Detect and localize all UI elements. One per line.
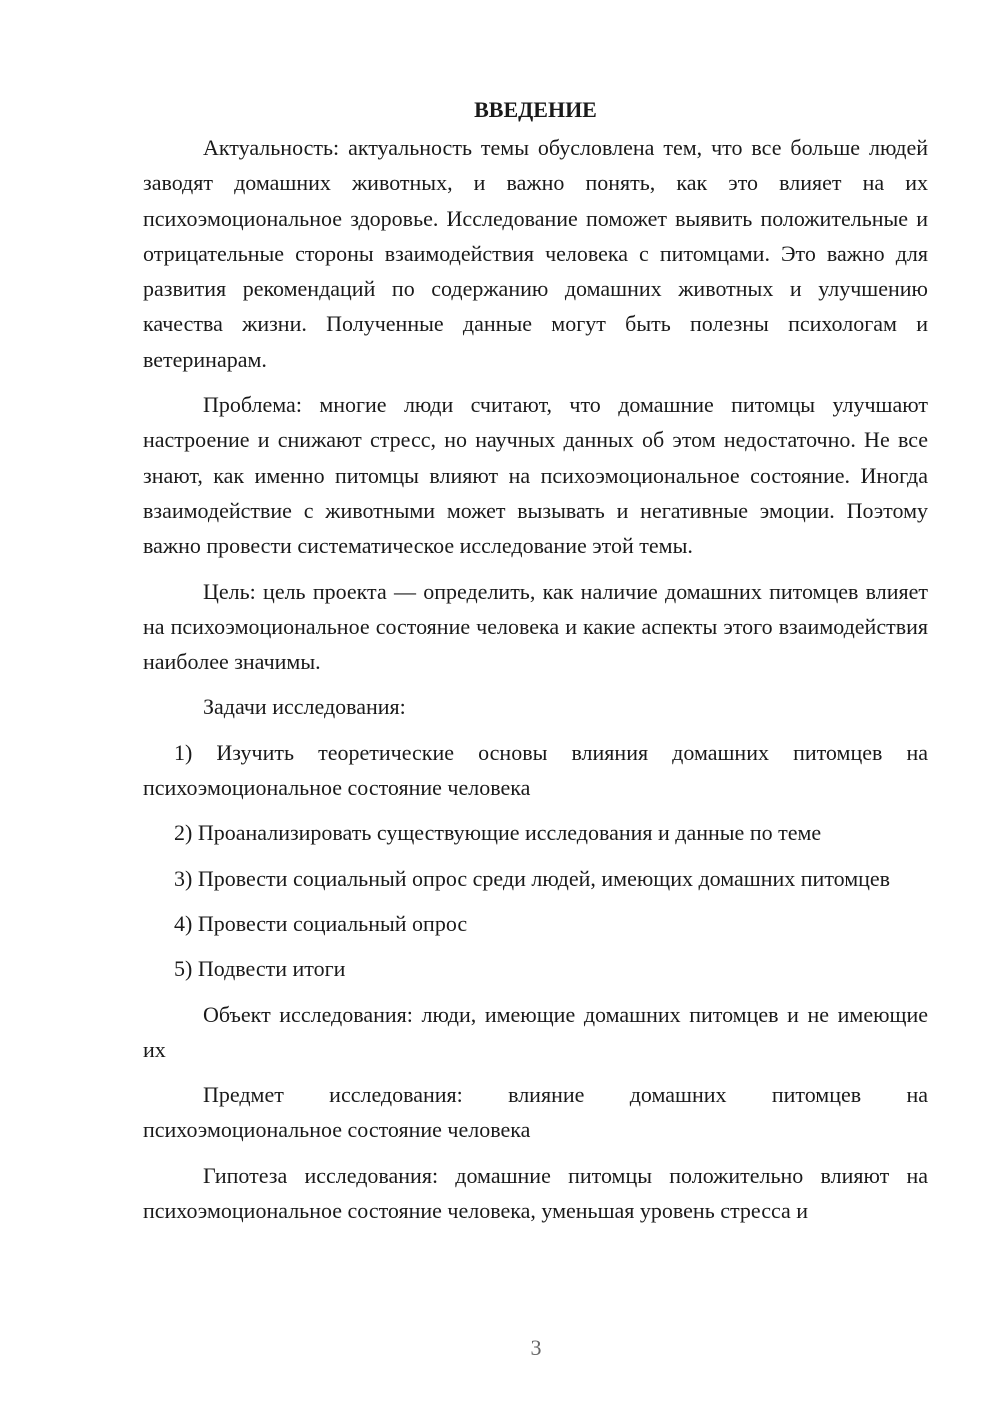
- object-paragraph: Объект исследования: люди, имеющие домашних питомцев и не имеющие их: [143, 1001, 928, 1062]
- tasks-list: [143, 735, 928, 987]
- list-item: 4) Провести социальный опрос: [174, 910, 468, 936]
- subject-paragraph: Предмет исследования: влияние домашних питомцев на психоэмоциональное состояние человека: [143, 1082, 928, 1143]
- page-number: 3: [530, 1335, 542, 1360]
- list-item: 2) Проанализировать существующие исследования и данные по теме: [174, 820, 822, 846]
- list-item: 3) Провести социальный опрос среди людей, имеющих домашних питомцев: [174, 865, 891, 891]
- document-page: [143, 92, 928, 1238]
- list-item: 1) Изучить теоретические основы влияния домашних питомцев на психоэмоциональное состояние человека: [143, 739, 928, 801]
- section-heading: ВВЕДЕНИЕ: [474, 97, 597, 122]
- list-item: 5) Подвести итоги: [174, 956, 346, 982]
- goal-paragraph: Цель: цель проекта — определить, как наличие домашних питомцев влияет на психоэмоциональное состояние человека и какие аспекты этого взаимодействия наиболее значимы.: [143, 578, 928, 675]
- hypothesis-paragraph: Гипотеза исследования: домашние питомцы положительно влияют на психоэмоциональное состояние человека, уменьшая уровень стресса и: [143, 1162, 928, 1224]
- tasks-title: Задачи исследования:: [203, 694, 406, 720]
- relevance-paragraph: Актуальность: актуальность темы обусловлена тем, что все больше людей заводят домашних животных, и важно понять, как это влияет на их психоэмоциональное здоровье. Исследование поможет выявить положительные и отрицательные стороны взаимодействия человека с питомцами. Это важно для развития рекомендаций по содержанию домашних животных и улучшению качества жизни. Полученные данные могут быть полезны психологам и ветеринарам.: [143, 135, 928, 372]
- problem-paragraph: Проблема: многие люди считают, что домашние питомцы улучшают настроение и снижают стресс, но научных данных об этом недостаточно. Не все знают, как именно питомцы влияют на психоэмоциональное состояние. Иногда взаимодействие с животными может вызывать и негативные эмоции. Поэтому важно провести систематическое исследование этой темы.: [143, 392, 928, 559]
